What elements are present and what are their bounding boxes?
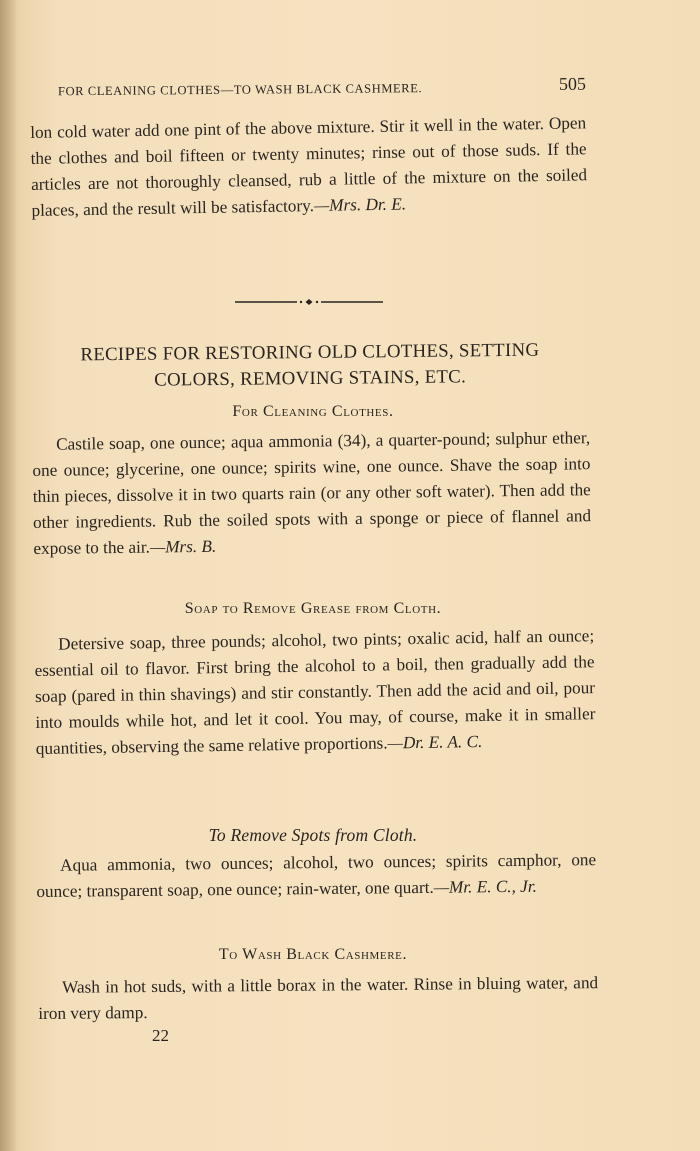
recipe-heading: Soap to Remove Grease from Cloth.	[184, 600, 442, 617]
recipe-signature: —Dr. E. A. C.	[387, 731, 483, 753]
intro-text: lon cold water add one pint of the above mixture. Stir it well in the water. Open the clothes and boil fifteen or twenty minutes; rinse out of those suds. If the articles are not thoroughly cleansed, rub a little of the mixture on the soiled places, and the result will be satisfactory.	[30, 113, 588, 220]
recipe-heading: For Cleaning Clothes.	[232, 403, 394, 420]
section-title-line-2: COLORS, REMOVING STAINS, ETC.	[154, 366, 467, 391]
running-title: FOR CLEANING CLOTHES—TO WASH BLACK CASHMERE.	[57, 81, 423, 99]
recipe-text: Detersive soap, three pounds; alcohol, two pints; oxalic acid, half an ounce; essential oil to flavor. First bring the alcohol to a boil, then gradually add the soap (pared in thin shavings) and stir constantly. Then add the acid and oil, pour into moulds while hot, and let it cool. You may, of course, make it in smaller quantities, observing the same relative proportions.	[34, 626, 596, 758]
recipe-text: Castile soap, one ounce; aqua ammonia (34), a quarter-pound; sulphur ether, one ounce; glycerine, one ounce; spirits wine, one ounce. Shave the soap into thin pieces, dissolve it in two quarts rain (or any other soft water). Then add the other ingredients. Rub the soiled spots with a sponge or piece of flannel and expose to the air.	[32, 428, 592, 558]
recipe-heading: To Wash Black Cashmere.	[218, 946, 408, 963]
section-title-line-1: RECIPES FOR RESTORING OLD CLOTHES, SETTING	[80, 339, 540, 366]
recipe-paragraph	[34, 623, 596, 762]
recipe-heading: To Remove Spots from Cloth.	[208, 825, 418, 845]
running-head	[57, 73, 587, 100]
spine-shadow	[0, 0, 18, 1151]
recipe-text: Wash in hot suds, with a little borax in the water. Rinse in bluing water, and iron very damp.	[38, 973, 599, 1023]
intro-paragraph	[30, 110, 588, 224]
intro-signature: —Mrs. Dr. E.	[313, 194, 407, 216]
ornament-divider	[235, 299, 383, 305]
signature-mark: 22	[152, 1026, 169, 1045]
section-title	[30, 337, 591, 395]
page-number: 505	[558, 73, 587, 94]
recipe-paragraph	[38, 970, 598, 1027]
recipe-signature: —Mr. E. C., Jr.	[433, 876, 537, 897]
recipe-signature: —Mrs. B.	[149, 536, 217, 557]
recipe-paragraph	[36, 847, 597, 905]
recipe-paragraph	[32, 425, 592, 562]
recipe-text: Aqua ammonia, two ounces; alcohol, two ounces; spirits camphor, one ounce; transparent soap, one ounce; rain-water, one quart.	[36, 850, 597, 901]
